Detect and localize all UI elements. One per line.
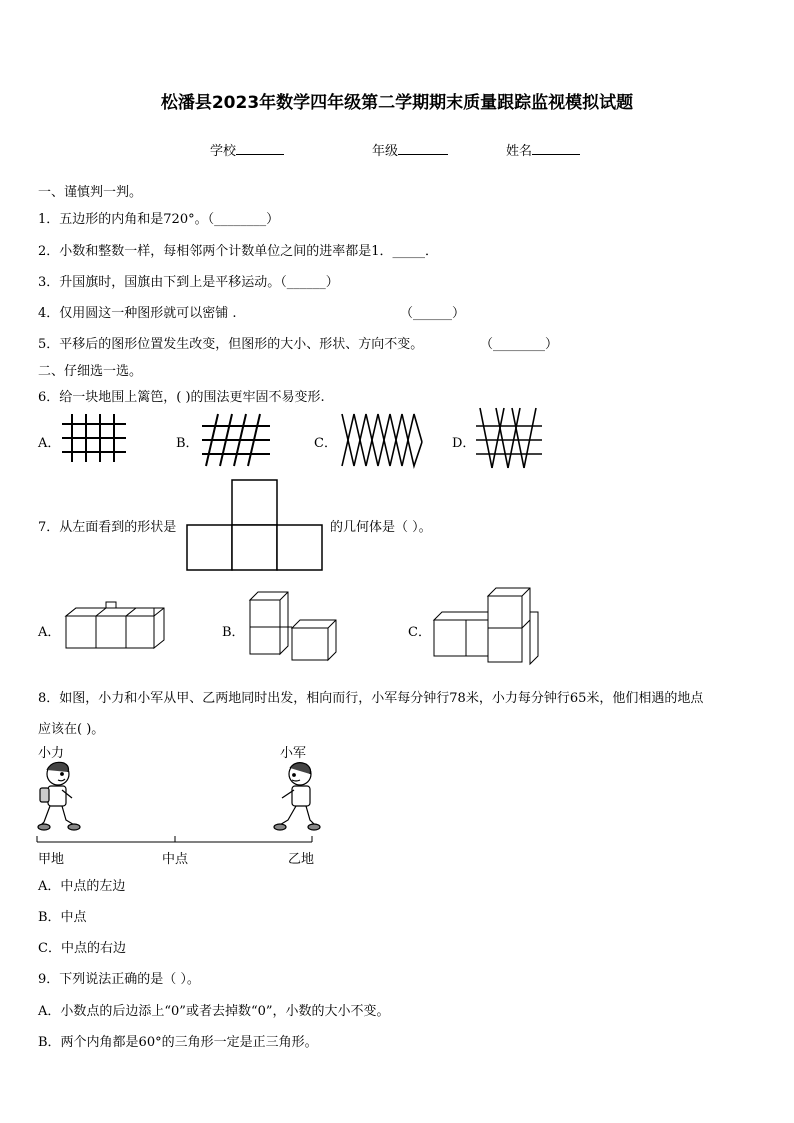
school-field [210, 140, 284, 159]
question-2: 2．小数和整数一样，每相邻两个计数单位之间的进率都是1．_____． [38, 244, 439, 259]
q6-fence-c [340, 412, 424, 468]
school-blank[interactable] [236, 142, 284, 155]
boy-walking-right-icon [36, 760, 82, 834]
name-label: 姓名 [506, 144, 533, 159]
q8-option-a: A．中点的左边 [38, 879, 126, 894]
question-4-answer: （______） [400, 306, 466, 321]
q8-end-label: 乙地 [288, 852, 315, 867]
grade-field [372, 140, 448, 159]
q8-right-person-name: 小军 [280, 746, 307, 761]
q7-option-a: A． [38, 625, 61, 640]
q8-mid-label: 中点 [162, 852, 189, 867]
name-field [506, 140, 580, 159]
question-5-answer: （________） [480, 337, 559, 352]
page-title: 松潘县2023年数学四年级第二学期期末质量跟踪监视模拟试题 [160, 93, 634, 113]
q7-left-view-figure [186, 478, 328, 574]
q7-option-b: B． [222, 625, 245, 640]
question-5: 5．平移后的图形位置发生改变，但图形的大小、形状、方向不变。 [38, 337, 424, 352]
q7-solid-a [64, 602, 168, 656]
section2-heading: 二、仔细选一选。 [38, 364, 143, 379]
q8-left-person-name: 小力 [38, 746, 65, 761]
q6-option-c: C． [314, 436, 337, 451]
q7-solid-c [432, 586, 544, 666]
question-8-line-1: 8．如图，小力和小军从甲、乙两地同时出发，相向而行，小军每分钟行78米，小力每分钟行65米，他们相遇的地点 [38, 691, 704, 706]
q8-option-c: C．中点的右边 [38, 941, 126, 956]
boy-walking-left-icon [272, 760, 322, 834]
q7-option-c: C． [408, 625, 431, 640]
question-7-end: 的几何体是（ ）。 [330, 520, 432, 535]
q7-solid-b [248, 590, 340, 662]
section1-heading: 一、谨慎判一判。 [38, 185, 143, 200]
q8-option-b: B．中点 [38, 910, 87, 925]
q6-option-a: A． [38, 436, 61, 451]
q8-start-label: 甲地 [38, 852, 65, 867]
name-blank[interactable] [532, 142, 580, 155]
question-1: 1．五边形的内角和是720°。（________） [38, 212, 280, 227]
q9-option-b: B．两个内角都是60°的三角形一定是正三角形。 [38, 1035, 318, 1050]
question-7-stem: 7．从左面看到的形状是 [38, 520, 177, 535]
question-6: 6．给一块地围上篱笆，( )的围法更牢固不易变形. [38, 390, 325, 405]
question-3: 3．升国旗时，国旗由下到上是平移运动。（______） [38, 275, 339, 290]
q6-fence-d [474, 406, 544, 470]
q6-option-d: D． [452, 436, 476, 451]
q6-fence-b [200, 412, 272, 468]
grade-blank[interactable] [398, 142, 448, 155]
q6-fence-a [60, 412, 130, 464]
question-8-line-2: 应该在( )。 [38, 722, 105, 737]
q6-option-b: B． [176, 436, 199, 451]
grade-label: 年级 [372, 144, 399, 159]
school-label: 学校 [210, 144, 237, 159]
question-4: 4．仅用圆这一种图形就可以密铺 . [38, 306, 237, 321]
q9-option-a: A．小数点的后边添上“0”或者去掉数“0”，小数的大小不变。 [38, 1004, 390, 1019]
question-9: 9．下列说法正确的是（ ）。 [38, 972, 200, 987]
q8-route-line [36, 834, 316, 848]
